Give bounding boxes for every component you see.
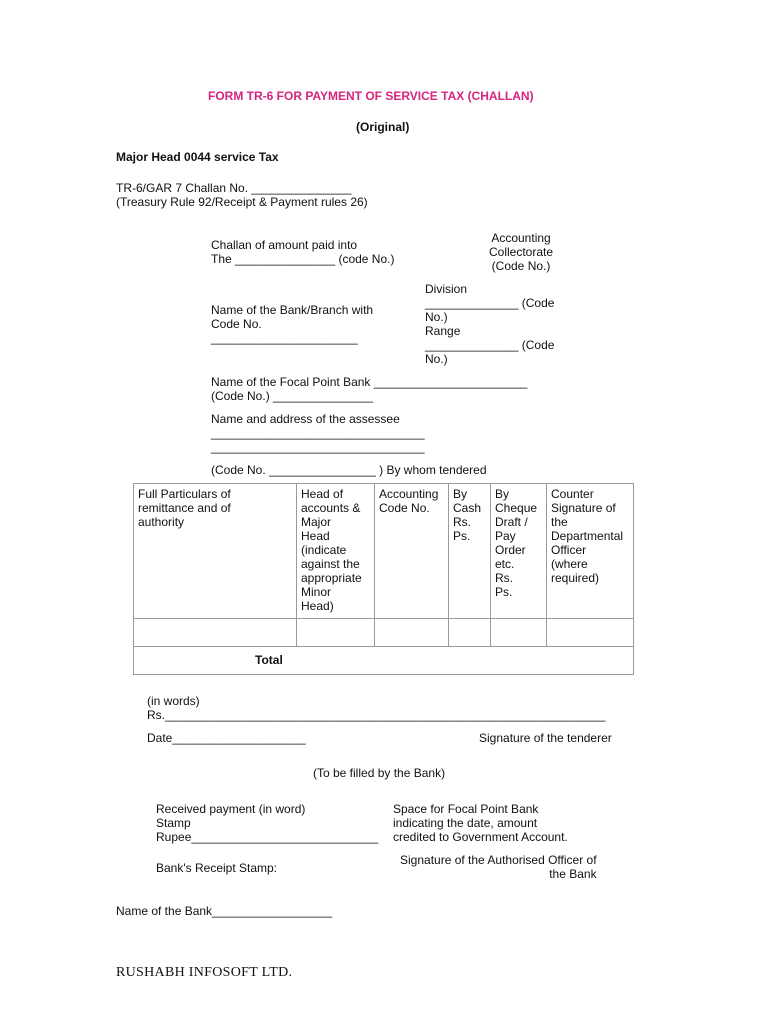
header-by-cash: By Cash Rs. Ps. — [449, 484, 491, 619]
division-range-field: Division ______________ (Code No.) Range ______________ (Code No.) — [425, 282, 555, 366]
company-footer: RUSHABH INFOSOFT LTD. — [116, 965, 293, 980]
remittance-table — [133, 483, 634, 675]
challan-amount-field: Challan of amount paid into The _______________ (code No.) — [211, 238, 395, 266]
major-head: Major Head 0044 service Tax — [116, 150, 279, 164]
received-payment-field: Received payment (in word) Stamp Rupee____________________________ — [156, 802, 379, 844]
form-title: FORM TR-6 FOR PAYMENT OF SERVICE TAX (CHALLAN) — [208, 89, 534, 103]
table-blank-row — [134, 619, 634, 647]
accounting-collectorate: Accounting Collectorate (Code No.) — [489, 231, 554, 273]
amount-in-words: (in words) Rs.__________________________________________________________________ — [147, 694, 606, 722]
authorised-officer-signature: Signature of the Authorised Officer of the Bank — [400, 853, 597, 881]
total-label: Total — [134, 647, 634, 675]
cell-particulars[interactable] — [134, 619, 297, 647]
bank-receipt-stamp: Bank's Receipt Stamp: — [156, 861, 278, 875]
cell-head-of-accounts[interactable] — [297, 619, 375, 647]
table-header-row — [134, 484, 634, 619]
tendered-by-field: (Code No. ________________ ) By whom tendered — [211, 463, 487, 477]
bank-name-field: Name of the Bank__________________ — [116, 904, 333, 918]
assessee-field: Name and address of the assessee ________________________________ ________________________________ — [211, 412, 425, 454]
header-by-cheque: By Cheque Draft / Pay Order etc. Rs. Ps. — [491, 484, 547, 619]
cell-by-cheque[interactable] — [491, 619, 547, 647]
bank-branch-field: Name of the Bank/Branch with Code No. ______________________ — [211, 303, 374, 345]
challan-number: TR-6/GAR 7 Challan No. _______________ — [116, 181, 352, 195]
tenderer-signature: Signature of the tenderer — [479, 731, 612, 745]
focal-point-bank-field: Name of the Focal Point Bank _______________________ (Code No.) _______________ — [211, 375, 528, 403]
header-counter-signature: Counter Signature of the Departmental Officer (where required) — [547, 484, 634, 619]
header-accounting-code: Accounting Code No. — [375, 484, 449, 619]
bank-section-heading: (To be filled by the Bank) — [313, 766, 446, 780]
rule-reference: (Treasury Rule 92/Receipt & Payment rules 26) — [116, 195, 368, 209]
focal-point-space: Space for Focal Point Bank indicating the date, amount credited to Government Account. — [393, 802, 568, 844]
cell-counter-signature[interactable] — [547, 619, 634, 647]
date-field: Date____________________ — [147, 731, 306, 745]
table-total-row — [134, 647, 634, 675]
copy-type: (Original) — [356, 120, 410, 134]
header-particulars: Full Particulars of remittance and of authority — [134, 484, 297, 619]
cell-by-cash[interactable] — [449, 619, 491, 647]
cell-accounting-code[interactable] — [375, 619, 449, 647]
header-head-of-accounts: Head of accounts & Major Head (indicate against the appropriate Minor Head) — [297, 484, 375, 619]
